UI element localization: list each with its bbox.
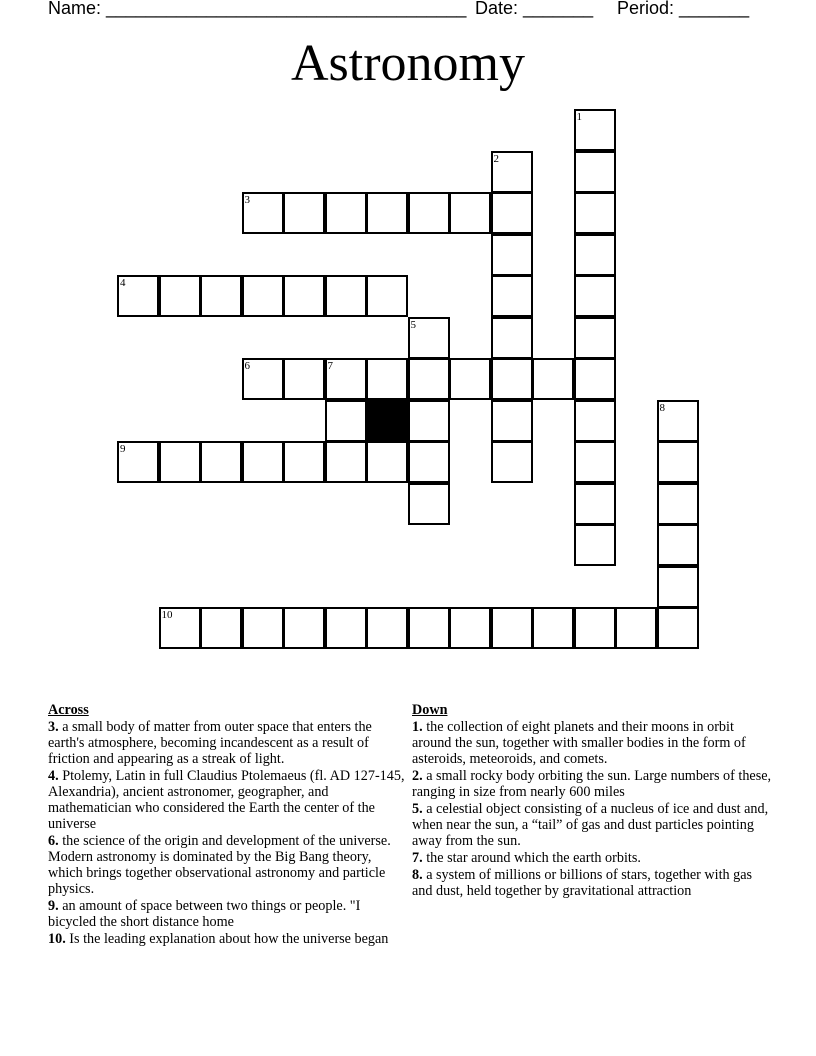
clue-down-1 (412, 719, 772, 767)
crossword-cell[interactable] (574, 607, 616, 649)
crossword-cell[interactable] (574, 234, 616, 276)
crossword-cell[interactable] (491, 275, 533, 317)
crossword-cell[interactable] (366, 192, 408, 234)
crossword-cell[interactable] (532, 607, 574, 649)
clue-text: Ptolemy, Latin in full Claudius Ptolemaeus (fl. AD 127-145, Alexandria), ancient astronomer, geographer, and mathematician who considered the Earth the center of the universe (48, 768, 405, 832)
clue-across-6 (48, 833, 408, 897)
crossword-cell[interactable] (242, 358, 284, 400)
crossword-cell[interactable] (657, 483, 699, 525)
crossword-cell[interactable] (657, 607, 699, 649)
crossword-cell[interactable] (491, 400, 533, 442)
crossword-cell[interactable] (366, 441, 408, 483)
crossword-cell[interactable] (366, 607, 408, 649)
crossword-cell[interactable] (491, 192, 533, 234)
crossword-cell[interactable] (200, 441, 242, 483)
crossword-cell[interactable] (242, 441, 284, 483)
clue-down-5 (412, 801, 772, 849)
clue-number: 6. (48, 833, 59, 849)
crossword-cell[interactable] (408, 400, 450, 442)
down-heading: Down (412, 702, 448, 718)
crossword-cell[interactable] (657, 441, 699, 483)
crossword-cell[interactable] (242, 275, 284, 317)
crossword-cell[interactable] (574, 483, 616, 525)
date-field[interactable]: Date: _______ (475, 0, 594, 18)
crossword-cell[interactable] (491, 234, 533, 276)
cell-number: 3 (244, 194, 250, 206)
clue-down-2 (412, 768, 772, 800)
crossword-cell[interactable] (657, 566, 699, 608)
crossword-cell[interactable] (574, 400, 616, 442)
crossword-cell[interactable] (574, 358, 616, 400)
crossword-cell[interactable] (117, 441, 159, 483)
crossword-cell[interactable] (283, 607, 325, 649)
crossword-cell[interactable] (408, 483, 450, 525)
crossword-cell[interactable] (574, 524, 616, 566)
clue-across-9 (48, 898, 408, 930)
crossword-cell[interactable] (574, 441, 616, 483)
crossword-cell[interactable] (491, 441, 533, 483)
crossword-cell[interactable] (491, 317, 533, 359)
down-clues (412, 701, 772, 900)
crossword-cell[interactable] (408, 192, 450, 234)
crossword-cell[interactable] (283, 192, 325, 234)
clue-number: 2. (412, 768, 423, 784)
crossword-cell[interactable] (574, 151, 616, 193)
crossword-cell[interactable] (366, 275, 408, 317)
clue-across-4 (48, 768, 408, 832)
clue-number: 7. (412, 850, 423, 866)
crossword-cell[interactable] (283, 275, 325, 317)
crossword-cell[interactable] (574, 109, 616, 151)
crossword-cell[interactable] (532, 358, 574, 400)
crossword-cell[interactable] (200, 275, 242, 317)
crossword-cell[interactable] (159, 275, 201, 317)
crossword-cell[interactable] (574, 275, 616, 317)
crossword-cell[interactable] (491, 607, 533, 649)
crossword-cell[interactable] (574, 192, 616, 234)
clue-number: 1. (412, 719, 423, 735)
crossword-cell[interactable] (615, 607, 657, 649)
clue-across-3 (48, 719, 408, 767)
crossword-cell[interactable] (325, 275, 367, 317)
crossword-cell[interactable] (242, 192, 284, 234)
cell-number: 1 (576, 111, 582, 123)
clue-text: a celestial object consisting of a nucleus of ice and dust and, when near the sun, a “tail” of gas and dust particles pointing away from the sun. (412, 801, 769, 849)
clue-number: 10. (48, 931, 66, 947)
clue-text: a system of millions or billions of stars, together with gas and dust, held together by gravitational attraction (412, 867, 753, 899)
black-cell (366, 400, 408, 442)
crossword-cell[interactable] (491, 151, 533, 193)
clue-number: 5. (412, 801, 423, 817)
cell-number: 2 (493, 152, 499, 165)
crossword-cell[interactable] (159, 441, 201, 483)
crossword-cell[interactable] (408, 317, 450, 359)
clue-number: 9. (48, 898, 59, 914)
crossword-cell[interactable] (283, 358, 325, 400)
name-field[interactable]: Name: ____________________________________ (48, 0, 467, 18)
crossword-cell[interactable] (366, 358, 408, 400)
period-field[interactable]: Period: _______ (617, 0, 750, 18)
crossword-cell[interactable] (283, 441, 325, 483)
crossword-cell[interactable] (325, 441, 367, 483)
page-title: Astronomy (291, 35, 525, 92)
clue-number: 3. (48, 719, 59, 735)
crossword-cell[interactable] (408, 358, 450, 400)
crossword-cell[interactable] (574, 317, 616, 359)
crossword-cell[interactable] (657, 400, 699, 442)
cell-number: 5 (410, 318, 416, 331)
clue-text: Is the leading explanation about how the universe began (69, 931, 389, 947)
cell-number: 4 (120, 277, 126, 289)
across-clues (48, 701, 408, 948)
cell-number: 6 (244, 360, 250, 372)
crossword-cell[interactable] (325, 358, 367, 400)
crossword-cell[interactable] (325, 192, 367, 234)
clue-number: 8. (412, 867, 423, 883)
cell-number: 9 (120, 443, 126, 455)
clue-across-10 (48, 931, 408, 947)
clue-text: the star around which the earth orbits. (426, 850, 641, 866)
crossword-cell[interactable] (242, 607, 284, 649)
crossword-cell[interactable] (408, 441, 450, 483)
clue-down-7 (412, 850, 772, 866)
crossword-cell[interactable] (200, 607, 242, 649)
clue-text: an amount of space between two things or people. "I bicycled the short distance home (48, 898, 361, 930)
clue-down-8 (412, 867, 772, 899)
clue-text: the science of the origin and development of the universe. Modern astronomy is dominated by the Big Bang theory, which brings together observational astronomy and particle physics. (48, 833, 391, 897)
crossword-cell[interactable] (325, 607, 367, 649)
across-heading: Across (48, 702, 89, 718)
crossword-cell[interactable] (491, 358, 533, 400)
clue-text: a small body of matter from outer space that enters the earth's atmosphere, becoming incandescent as a result of friction and appearing as a streak of light. (48, 719, 372, 767)
crossword-cell[interactable] (408, 607, 450, 649)
crossword-cell[interactable] (117, 275, 159, 317)
cell-number: 10 (161, 609, 173, 621)
crossword-cell[interactable] (159, 607, 201, 649)
cell-number: 7 (327, 360, 333, 372)
crossword-cell[interactable] (449, 607, 491, 649)
clue-number: 4. (48, 768, 59, 784)
crossword-cell[interactable] (449, 358, 491, 400)
cell-number: 8 (659, 401, 665, 414)
crossword-cell[interactable] (325, 400, 367, 442)
crossword-cell[interactable] (657, 524, 699, 566)
clue-text: the collection of eight planets and their moons in orbit around the sun, together with smaller bodies in the form of asteroids, meteoroids, and comets. (412, 719, 746, 767)
clue-text: a small rocky body orbiting the sun. Large numbers of these, ranging in size from nearly 600 miles (412, 768, 772, 800)
crossword-cell[interactable] (449, 192, 491, 234)
